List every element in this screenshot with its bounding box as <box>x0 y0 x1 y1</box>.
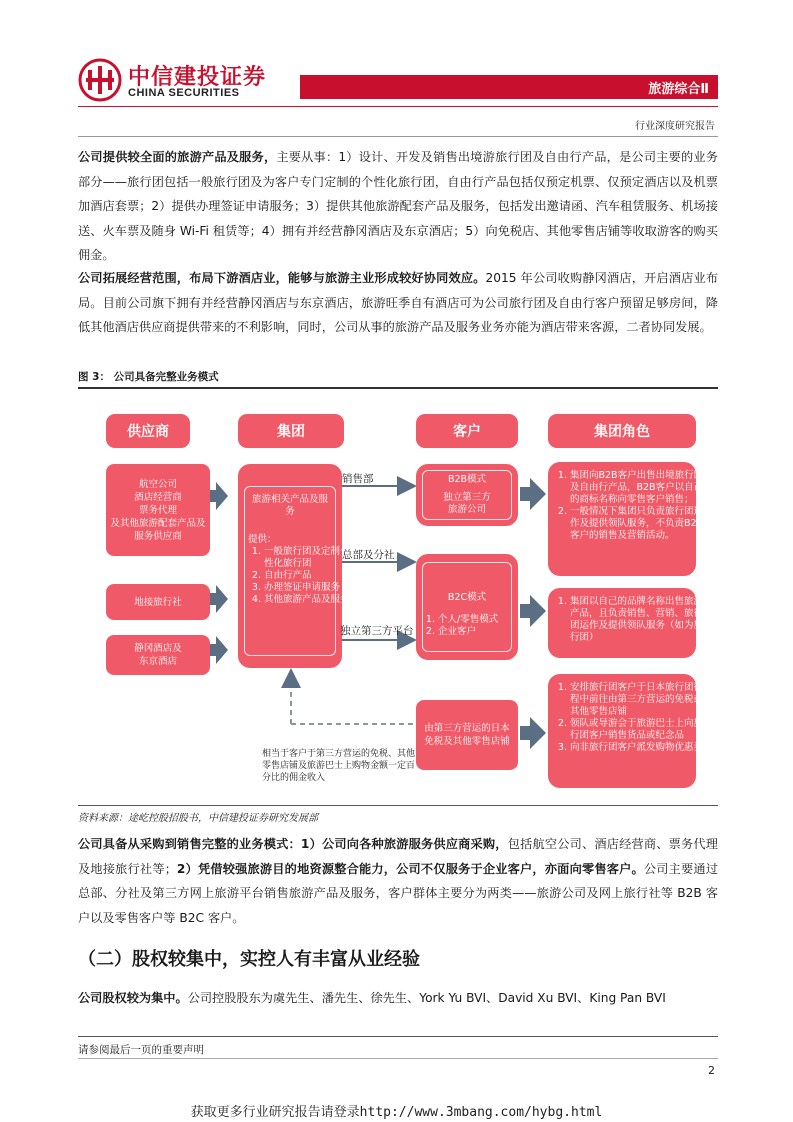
commission-income-note: 相当于客户于第三方营运的免税、其他零售店铺及旅游巴士上购物金额一定百分比的佣金收入 <box>262 749 416 783</box>
figure-title: 图 3： 公司具备完整业务模式 <box>78 371 219 383</box>
paragraph-business-model-body1: 包括航空公司、酒店经营商、票务代理及地接旅行社等； <box>78 837 718 876</box>
industry-category: 旅游综合Ⅱ <box>648 82 709 97</box>
figure-source: 资料来源：途屹控股招股书，中信建投证券研究发展部 <box>78 813 318 824</box>
logo-chinese-name: 中信建投证券 <box>128 65 267 90</box>
role-dutyfree-item: 3. 向非旅行团客户派发购物优惠券 <box>570 742 706 754</box>
role-dutyfree-item: 2. 领队或导游会于旅游巴士上向旅行团客户销售货品或纪念品 <box>570 718 706 742</box>
paragraph-hotel-lead: 公司拓展经营范围，布局下游酒店业，能够与旅游主业形成较好协同效应。 <box>78 271 486 285</box>
disclaimer-note: 请参阅最后一页的重要声明 <box>78 1044 204 1056</box>
business-model-diagram <box>78 390 718 804</box>
header-supplier: 供应商 <box>106 414 190 448</box>
b2c-item: 1. 个人/零售模式 <box>438 614 536 626</box>
header-divider <box>78 106 718 107</box>
role-b2b-box <box>548 462 704 576</box>
group-item: 4. 其他旅游产品及服务 <box>264 594 356 606</box>
role-b2c-box <box>548 588 704 658</box>
paragraph-hotel-body: 2015 年公司收购静冈酒店，开启酒店业布局。目前公司旗下拥有并经营静冈酒店与东京酒店，旅游旺季自有酒店可为公司旅行团及自由行客户预留足够房间，降低其他酒店供应商提供带来的不利影响，同时，公司从事的旅游产品及服务业务亦能为酒店带来客源，二者协同发展。 <box>78 271 719 334</box>
logo-english-name: CHINA SECURITIES <box>128 87 240 99</box>
supplier-airlines-hotels: 航空公司 酒店经营商 票务代理 及其他旅游配套产品及服务供应商 <box>106 464 210 556</box>
paragraph-shareholding-lead: 公司股权较为集中。 <box>78 991 188 1005</box>
role-b2b-item: 1. 集团向B2B客户出售出境旅行团及自由行产品，B2B客户以自己的商标名称向零售客户销售； <box>570 470 706 506</box>
figure-bottom-rule <box>78 805 718 806</box>
group-item: 2. 自由行产品 <box>264 570 356 582</box>
section-heading: （二）股权较集中，实控人有丰富从业经验 <box>78 949 420 970</box>
paragraph-business-model <box>78 832 718 930</box>
customer-b2c-box <box>416 554 518 660</box>
header-customer: 客户 <box>416 414 518 448</box>
b2b-title: B2B模式 <box>447 474 487 485</box>
footer-divider <box>78 1036 718 1037</box>
figure-top-rule <box>78 387 718 389</box>
paragraph-hotel <box>78 266 718 340</box>
paragraph-shareholding-body: 公司控股股东为虞先生、潘先生、徐先生、York Yu BVI、David Xu BVI、King Pan BVI <box>187 991 666 1005</box>
group-services-box <box>238 464 350 668</box>
paragraph-business-model-lead2: 2）凭借较强旅游目的地资源整合能力，公司不仅服务于企业客户，亦面向零售客户。 <box>176 861 644 876</box>
edge-label-hq-branches: 总部及分社 <box>342 549 395 561</box>
paragraph-products-body: 主要从事：1）设计、开发及销售出境游旅行团及自由行产品，是公司主要的业务部分——旅行团包括一般旅行团及为客户专门定制的个性化旅行团，自由行产品包括仅预定机票、仅预定酒店以及机票加酒店套票；2）提供办理签证申请服务；3）提供其他旅游配套产品及服务，包括发出邀请函、汽车租赁服务、机场接送、火车票及随身 Wi-Fi 租赁等；4）拥有并经营静冈酒店及东京酒店；5）向免税店、其他零售店铺等收取游客的购买佣金。 <box>78 150 718 262</box>
customer-b2b-box <box>416 464 518 526</box>
group-item: 1. 一般旅行团及定制个性化旅行团 <box>264 546 356 570</box>
paragraph-business-model-body2: 公司主要通过总部、分社及第三方网上旅游平台销售旅游产品及服务，客户群体主要分为两类——旅游公司及网上旅行社等 B2B 客户以及零售客户等 B2C 客户。 <box>78 861 719 925</box>
supplier-ground-agency: 地接旅行社 <box>106 584 210 620</box>
paragraph-shareholding <box>78 986 718 1011</box>
b2b-text: 独立第三方 旅游公司 <box>443 492 491 515</box>
group-title: 旅游相关产品及服务 <box>251 494 328 517</box>
promo-link[interactable]: 获取更多行业研究报告请登录http://www.3mbang.com/hybg.html <box>190 1105 603 1120</box>
edge-label-third-party-platform: 独立第三方平台 <box>340 625 414 637</box>
b2c-title: B2C模式 <box>447 592 487 603</box>
customer-dutyfree-box: 由第三方营运的日本免税及其他零售店铺 <box>416 700 518 770</box>
supplier-own-hotels: 静冈酒店及 东京酒店 <box>106 635 210 675</box>
b2c-item: 2. 企业客户 <box>438 626 536 638</box>
role-b2c-item: 1. 集团以自己的品牌名称出售旅游产品，且负责销售、营销、旅行团运作及提供领队服务（如为旅行团） <box>570 596 706 644</box>
paragraph-business-model-lead: 公司具备从采购到销售完整的业务模式：1）公司向各种旅游服务供应商采购， <box>78 837 508 851</box>
header-divider-secondary <box>78 136 718 137</box>
edge-label-sales-dept: 销售部 <box>342 473 374 485</box>
paragraph-products-lead: 公司提供较全面的旅游产品及服务， <box>78 150 277 164</box>
paragraph-products <box>78 145 718 268</box>
company-logo-icon <box>78 58 122 102</box>
header-group: 集团 <box>238 414 344 448</box>
report-type: 行业深度研究报告 <box>635 121 715 132</box>
group-item: 3. 办理签证申请服务 <box>264 582 356 594</box>
header-group-role: 集团角色 <box>548 414 696 448</box>
role-b2b-item: 2. 一般情况下集团只负责旅行团运作及提供领队服务，不负责B2B客户的销售及营销活动。 <box>570 506 706 542</box>
role-dutyfree-item: 1. 安排旅行团客户于日本旅行团行程中前往由第三方营运的免税或其他零售店铺 <box>570 682 706 718</box>
footer-divider-secondary <box>78 1058 718 1059</box>
role-dutyfree-box <box>548 674 704 788</box>
page-number: 2 <box>708 1064 715 1077</box>
group-provide-label: 提供： <box>248 534 277 545</box>
